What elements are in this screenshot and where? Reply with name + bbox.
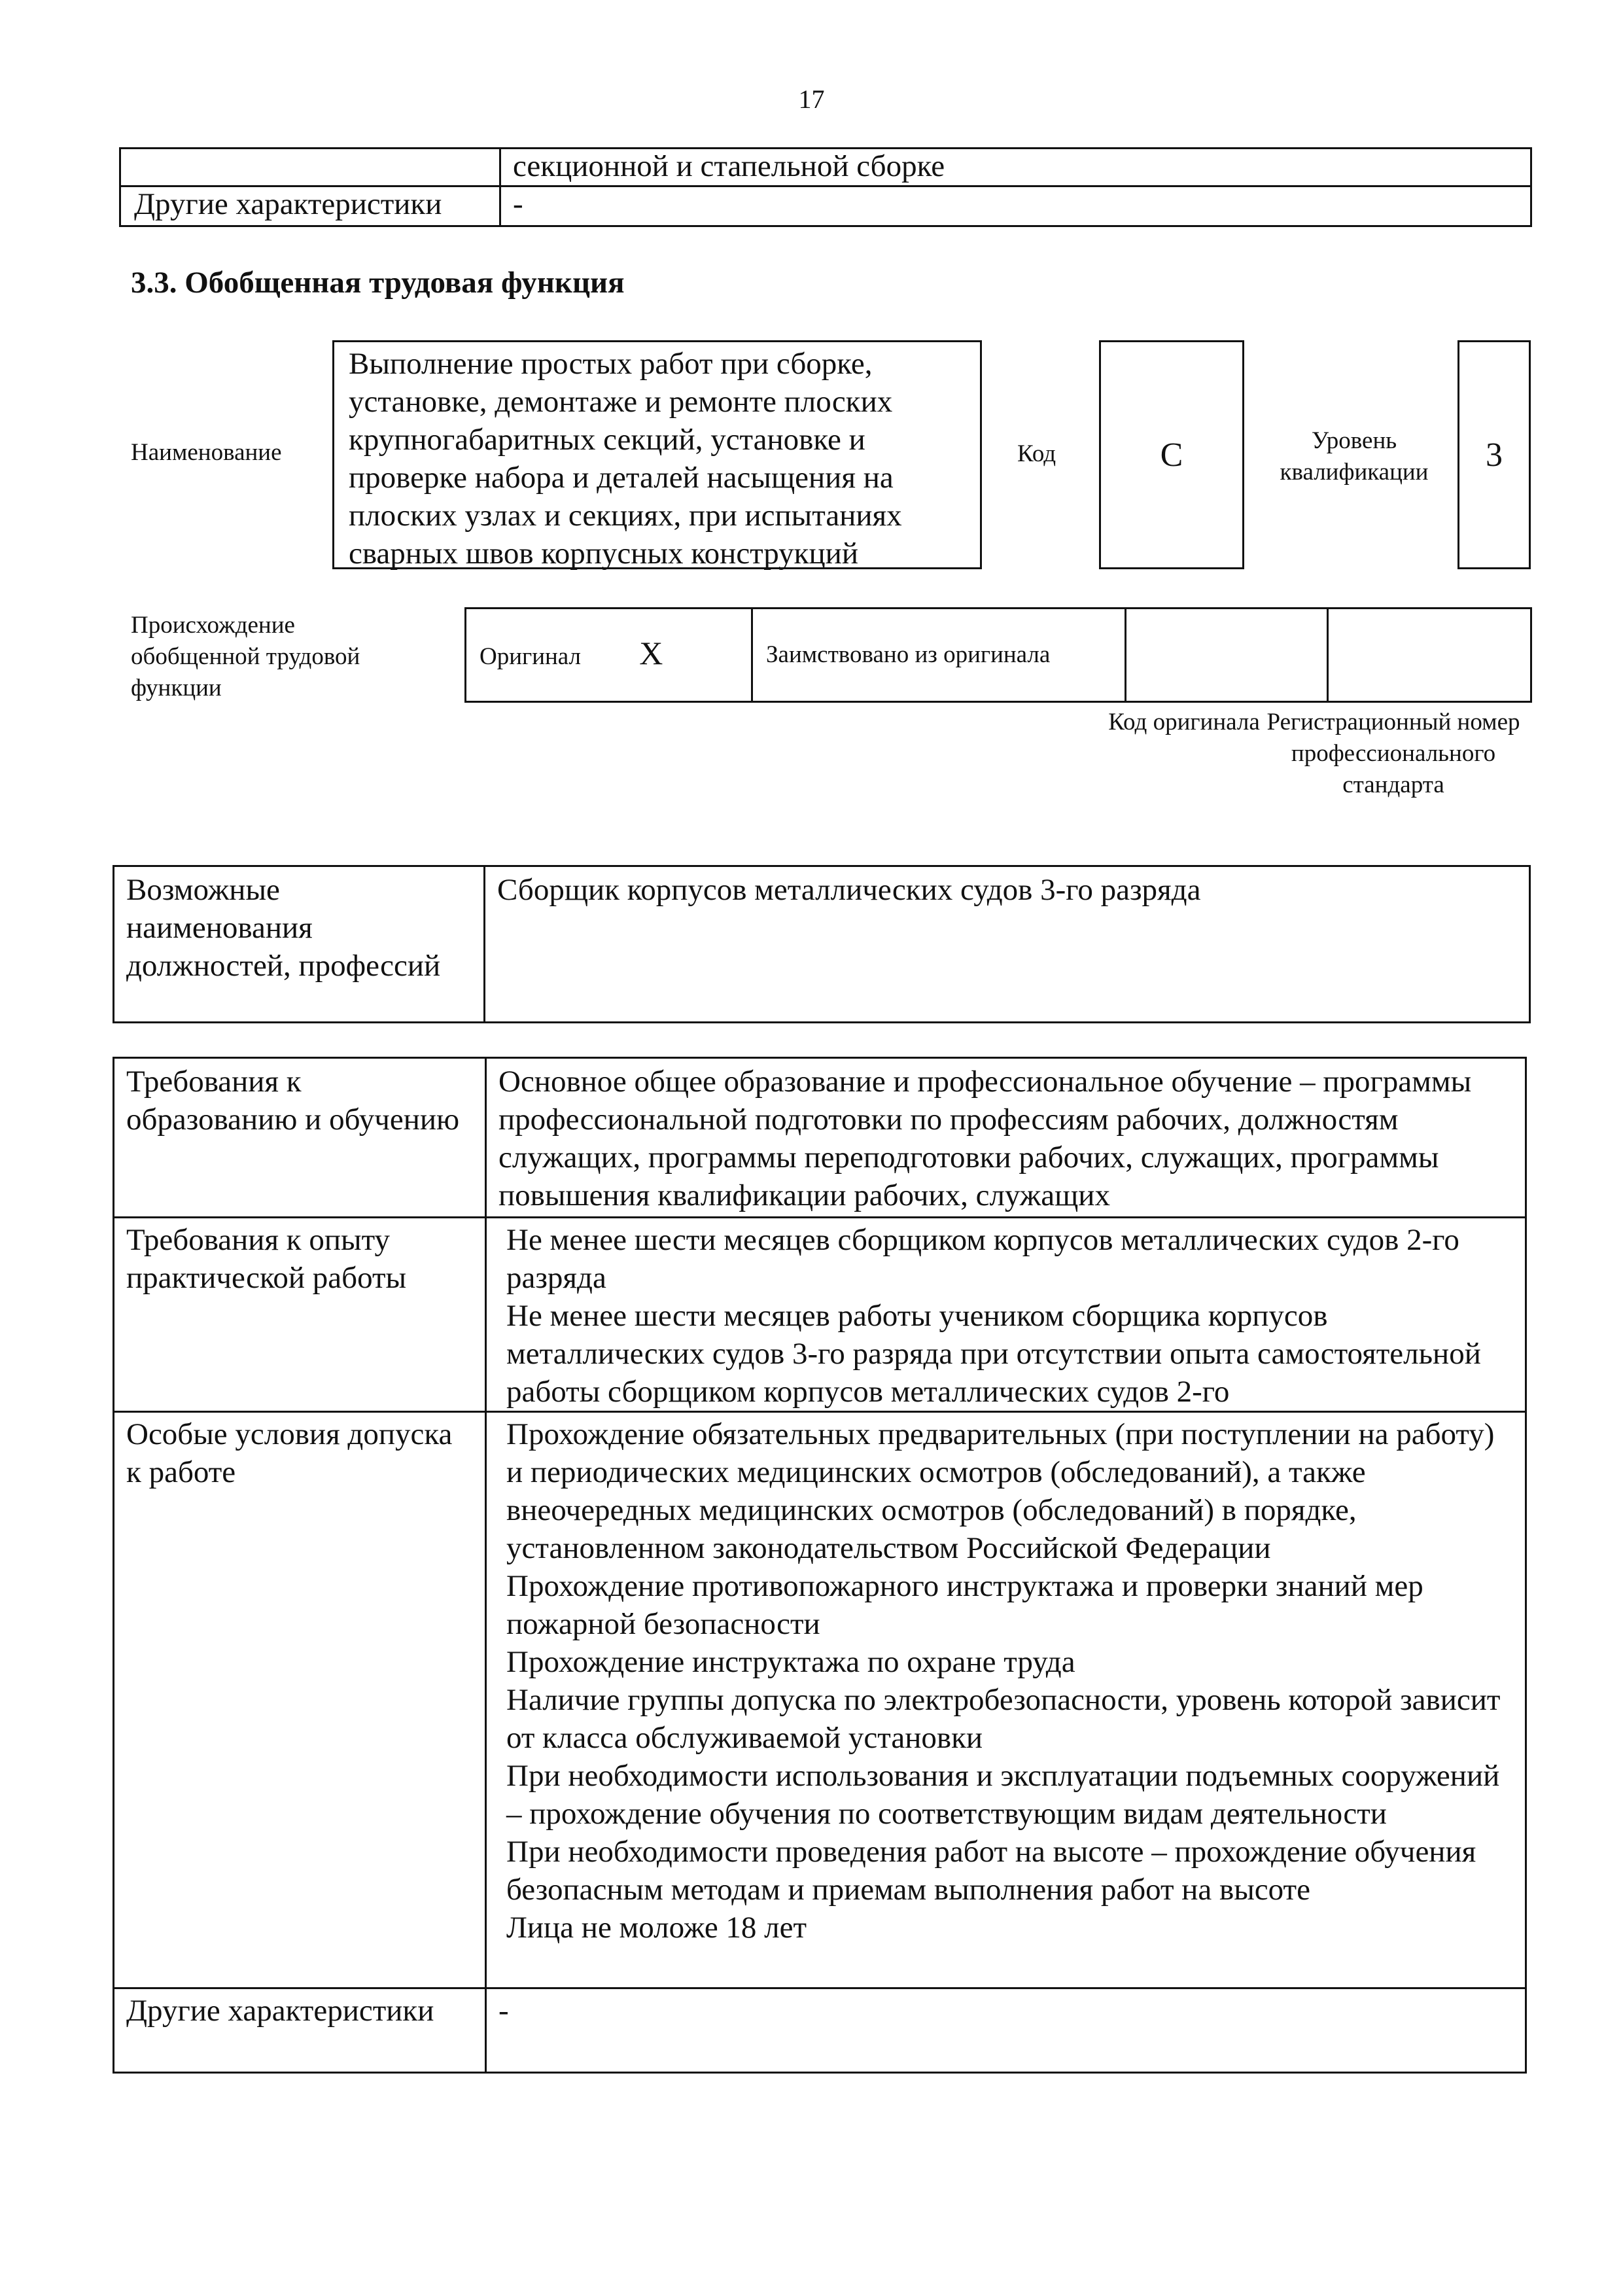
requirement-line: При необходимости использования и эксплуатации подъемных сооружений – прохождение обучения по соответствующим видам деятельности (506, 1759, 1500, 1831)
requirement-line: Не менее шести месяцев работы учеником сборщика корпусов металлических судов 3-го разряда при отсутствии опыта самостоятельной работы сборщиком корпусов металлических судов 2-го (506, 1299, 1481, 1409)
borrowed-cell: Заимствовано из оригинала (752, 609, 1126, 702)
level-label: Уровень квалификации (1280, 427, 1429, 486)
row-value: - (500, 186, 1531, 226)
requirement-line: Не менее шести месяцев сборщиком корпусов металлических судов 2-го разряда (506, 1223, 1459, 1295)
requirement-line: Наличие группы допуска по электробезопасности, уровень которой зависит от класса обслуживаемой установки (506, 1683, 1501, 1755)
requirement-label: Требования к опыту практической работы (114, 1218, 486, 1412)
requirement-label: Особые условия допуска к работе (114, 1412, 486, 1988)
requirement-value (486, 1988, 1526, 2073)
positions-table (113, 865, 1531, 1023)
original-cell (466, 609, 752, 702)
requirement-label: Другие характеристики (114, 1988, 486, 2073)
code-original-caption: Код оригинала (1108, 709, 1260, 735)
top-characteristics-table (119, 147, 1532, 227)
requirement-line: Прохождение инструктажа по охране труда (506, 1645, 1075, 1679)
table-row (466, 609, 1531, 702)
table-row (114, 1412, 1526, 1988)
row-label: Другие характеристики (120, 186, 500, 226)
row-value: секционной и стапельной сборке (500, 149, 1531, 186)
requirement-line: При необходимости проведения работ на высоте – прохождение обучения безопасным методам и приемам выполнения работ на высоте (506, 1835, 1476, 1907)
code-label: Код (1017, 440, 1056, 467)
requirement-line: - (498, 1994, 509, 2028)
function-name-box: Выполнение простых работ при сборке, установке, демонтаже и ремонте плоских крупногабаритных секций, установке и проверке набора и деталей насыщения на плоских узлах и секциях, при испытаниях сварных швов корпусных конструкций (332, 340, 982, 569)
table-row (114, 1218, 1526, 1412)
original-mark: X (639, 635, 663, 671)
code-value-box: C (1099, 340, 1244, 569)
code-original-cell (1126, 609, 1328, 702)
origin-table (464, 607, 1532, 703)
positions-label: Возможные наименования должностей, профессий (114, 866, 485, 1023)
requirement-value (486, 1058, 1526, 1218)
requirement-line: Прохождение обязательных предварительных (при поступлении на работу) и периодических медицинских осмотров (обследований), а также внеочередных медицинских осмотров (обследований) в порядке, установленном законодательством Российской Федерации (506, 1417, 1495, 1565)
origin-label: Происхождение обобщенной трудовой функции (131, 612, 360, 701)
table-row (114, 866, 1530, 1023)
reg-number-cell (1328, 609, 1531, 702)
requirement-label: Требования к образованию и обучению (114, 1058, 486, 1218)
reg-number-caption: Регистрационный номер профессионального стандарта (1266, 709, 1520, 798)
table-row (114, 1058, 1526, 1218)
requirement-value (486, 1412, 1526, 1988)
requirement-value (486, 1218, 1526, 1412)
requirement-line: Основное общее образование и профессиональное обучение – программы профессиональной подготовки по профессиям рабочих, должностям служащих, программы переподготовки рабочих, служащих, программы повышения квалификации рабочих, служащих (498, 1065, 1472, 1212)
positions-value: Сборщик корпусов металлических судов 3-го разряда (485, 866, 1530, 1023)
table-row (120, 186, 1531, 226)
requirements-table (113, 1057, 1527, 2074)
table-row (120, 149, 1531, 186)
original-label: Оригинал (480, 643, 582, 670)
row-label-empty (120, 149, 500, 186)
table-row (114, 1988, 1526, 2073)
requirement-line: Лица не моложе 18 лет (506, 1911, 807, 1945)
level-value-box: 3 (1457, 340, 1531, 569)
requirement-line: Прохождение противопожарного инструктажа и проверки знаний мер пожарной безопасности (506, 1569, 1423, 1641)
page-number: 17 (798, 84, 825, 114)
section-title: 3.3. Обобщенная трудовая функция (131, 266, 625, 300)
name-label: Наименование (131, 439, 282, 466)
